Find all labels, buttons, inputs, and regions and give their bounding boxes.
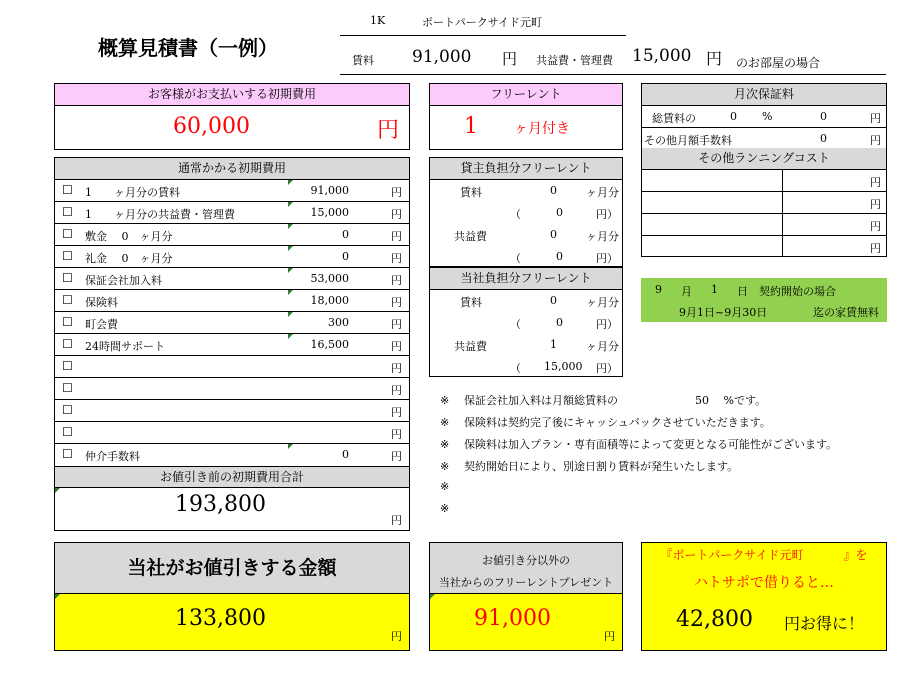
cost-yen: 円 [391,208,402,221]
running-cost-yen: 円 [870,220,881,233]
page-title: 概算見積書（一例） [98,36,278,60]
company-rent-paren: （ [510,318,521,331]
cost-row [55,400,409,422]
cost-row [55,268,409,290]
cost-label: 1 ヶ月分の共益費・管理費 [85,208,235,221]
landlord-fee-yen-unit: 円） [596,252,618,265]
present-yen: 円 [604,630,615,643]
fee-yen: 円 [706,49,723,68]
cost-yen: 円 [391,230,402,243]
cell-marker-icon [288,246,293,251]
property-info [340,10,886,76]
note-item: ※ 保証会社加入料は月額総賃料の 50 %です。 [440,394,767,407]
landlord-fee-paren: （ [510,252,521,265]
contract-month-label: 月 [681,285,692,298]
cost-yen: 円 [391,384,402,397]
checkbox-icon[interactable]: ☐ [62,337,73,351]
property-suffix: のお部屋の場合 [736,56,821,70]
cost-value: 91,000 [310,184,349,197]
free-rent-unit: ヶ月付き [514,121,570,137]
cost-yen: 円 [391,318,402,331]
cost-label: 24時間サポート [85,340,165,353]
company-free-rent [429,267,623,377]
checkbox-icon[interactable]: ☐ [62,183,73,197]
contract-day-label: 日 [737,285,748,298]
present-box [429,542,623,651]
cost-row [55,202,409,224]
guarantee-label: その他月額手数料 [644,134,732,147]
company-fee-label: 共益費 [454,340,487,353]
guarantee-row [642,106,886,128]
landlord-fee-unit: ヶ月分 [586,230,619,243]
present-amount: 91,000 [474,606,551,631]
landlord-rent-yen-value: 0 [556,206,563,219]
landlord-rent-paren: （ [510,208,521,221]
rent-yen: 円 [502,50,518,68]
present-header-line1: お値引き分以外の [482,554,570,567]
cost-label: 礼金 0 ヶ月分 [85,252,173,265]
contract-free-text: 迄の家賃無料 [813,306,879,319]
cost-yen: 円 [391,362,402,375]
property-name: ポートパークサイド元町 [422,16,543,29]
cost-label: 町会費 [85,318,118,331]
contract-text: 契約開始の場合 [759,285,836,298]
checkbox-icon[interactable]: ☐ [62,403,73,417]
cell-marker-icon [288,290,293,295]
discount-box [54,542,410,651]
landlord-free-rent [429,157,623,267]
note-item: ※ 保険料は加入プラン・専有面積等によって変更となる可能性がございます。 [440,438,838,451]
cost-label: 保険料 [85,296,118,309]
customer-initial-yen: 円 [377,118,400,143]
cost-value: 0 [342,250,349,263]
total-before-yen: 円 [391,514,402,527]
savings-box [641,542,887,651]
running-cost-header: その他ランニングコスト [642,148,886,170]
contract-day: 1 [711,283,718,296]
customer-initial-cost [54,83,410,150]
note-item: ※ [440,480,450,493]
savings-suffix: 円お得に！ [784,614,865,633]
cost-row [55,334,409,356]
guarantee-value: 0 [820,132,827,145]
cost-row [55,356,409,378]
running-cost-row [642,170,886,192]
checkbox-icon[interactable]: ☐ [62,227,73,241]
cost-yen: 円 [391,296,402,309]
cost-yen: 円 [391,428,402,441]
cost-label: 仲介手数料 [85,450,140,463]
normal-initial-cost [54,157,410,531]
cost-value: 300 [328,316,349,329]
monthly-guarantee-header: 月次保証料 [642,84,886,106]
free-rent-months: 1 [464,114,478,139]
running-cost-row [642,214,886,236]
note-item: ※ 契約開始日により、別途日割り賃料が発生いたします。 [440,460,739,473]
company-fee-yen-unit: 円） [596,362,618,375]
cost-row [55,246,409,268]
cost-yen: 円 [391,186,402,199]
landlord-rent-value: 0 [550,184,557,197]
fee-label: 共益費・管理費 [536,54,613,67]
cost-row [55,290,409,312]
contract-month: 9 [655,283,662,296]
total-before-amount: 193,800 [175,492,266,517]
fee-value: 15,000 [632,46,692,66]
company-fee-value: 1 [550,338,557,351]
checkbox-icon[interactable]: ☐ [62,447,73,461]
guarantee-value: 0 [820,110,827,123]
company-fee-unit: ヶ月分 [586,340,619,353]
running-cost-yen: 円 [870,198,881,211]
checkbox-icon[interactable]: ☐ [62,381,73,395]
cell-marker-icon [288,268,293,273]
cell-marker-icon [288,312,293,317]
company-fee-paren: （ [510,362,521,375]
discount-yen: 円 [391,630,402,643]
checkbox-icon[interactable]: ☐ [62,249,73,263]
contract-start-banner [641,278,887,322]
cell-marker-icon [288,224,293,229]
discount-header: 当社がお値引きする金額 [55,543,409,594]
landlord-rent-unit: ヶ月分 [586,186,619,199]
cost-value: 16,500 [310,338,349,351]
rent-value: 91,000 [412,47,472,67]
guarantee-yen: 円 [870,134,881,147]
running-cost-yen: 円 [870,242,881,255]
cost-yen: 円 [391,274,402,287]
savings-line1 [642,546,886,563]
guarantee-label: 総賃料の [652,112,696,125]
cost-yen: 円 [391,252,402,265]
guarantee-pct: % [762,110,773,123]
guarantee-row [642,128,886,150]
cost-value: 0 [342,228,349,241]
cost-row [55,224,409,246]
checkbox-icon[interactable]: ☐ [62,205,73,219]
company-rent-label: 賃料 [460,296,482,309]
cost-yen: 円 [391,450,402,463]
landlord-fee-yen-value: 0 [556,250,563,263]
cell-marker-icon [288,180,293,185]
savings-property-name: ポートパークサイド元町 [672,548,804,562]
rent-label: 賃料 [352,54,374,67]
customer-initial-header: お客様がお支払いする初期費用 [55,84,409,106]
cost-value: 53,000 [310,272,349,285]
guarantee-pct-value: 0 [730,110,737,123]
checkbox-icon[interactable]: ☐ [62,293,73,307]
cost-value: 15,000 [310,206,349,219]
contract-period: 9月1日~9月30日 [679,306,768,319]
running-cost-row [642,192,886,214]
landlord-fee-label: 共益費 [454,230,487,243]
checkbox-icon[interactable]: ☐ [62,359,73,373]
cell-marker-icon [288,202,293,207]
cost-yen: 円 [391,340,402,353]
savings-amount: 42,800 [676,607,753,632]
present-header [430,543,622,594]
note-item: ※ [440,502,450,515]
landlord-fee-value: 0 [550,228,557,241]
checkbox-icon[interactable]: ☐ [62,425,73,439]
company-rent-unit: ヶ月分 [586,296,619,309]
running-cost-row [642,236,886,258]
cost-label: 1 ヶ月分の賃料 [85,186,180,199]
cell-marker-icon [288,334,293,339]
guarantee-yen: 円 [870,112,881,125]
company-rent-yen-unit: 円） [596,318,618,331]
running-cost-yen: 円 [870,176,881,189]
property-layout: 1K [370,14,386,27]
cost-row [55,444,409,466]
cost-row [55,422,409,444]
company-rent-yen-value: 0 [556,316,563,329]
free-rent-header: フリーレント [430,84,622,106]
savings-bracket-open: 『 [660,548,673,562]
company-rent-value: 0 [550,294,557,307]
cost-row [55,378,409,400]
free-rent [429,83,623,150]
discount-amount: 133,800 [175,606,266,631]
monthly-guarantee [641,83,887,257]
total-before-header: お値引き前の初期費用合計 [55,466,409,488]
cost-row [55,312,409,334]
cost-row [55,180,409,202]
normal-initial-header: 通常かかる初期費用 [55,158,409,180]
company-free-header: 当社負担分フリーレント [430,268,622,290]
cost-value: 18,000 [310,294,349,307]
checkbox-icon[interactable]: ☐ [62,315,73,329]
present-header-line2: 当社からのフリーレントプレゼント [438,576,614,589]
landlord-rent-label: 賃料 [460,186,482,199]
company-fee-yen-value: 15,000 [544,360,583,373]
savings-bracket-close: 』を [843,548,868,562]
customer-initial-amount: 60,000 [173,114,250,139]
normal-initial-rows [55,180,409,466]
cost-value: 0 [342,448,349,461]
cost-label: 敷金 0 ヶ月分 [85,230,173,243]
landlord-free-header: 貸主負担分フリーレント [430,158,622,180]
cost-label: 保証会社加入料 [85,274,162,287]
checkbox-icon[interactable]: ☐ [62,271,73,285]
note-item: ※ 保険料は契約完了後にキャッシュバックさせていただきます。 [440,416,771,429]
cost-yen: 円 [391,406,402,419]
cell-marker-icon [288,444,293,449]
landlord-rent-yen-unit: 円） [596,208,618,221]
savings-line2: ハトサポで借りると… [694,575,834,591]
